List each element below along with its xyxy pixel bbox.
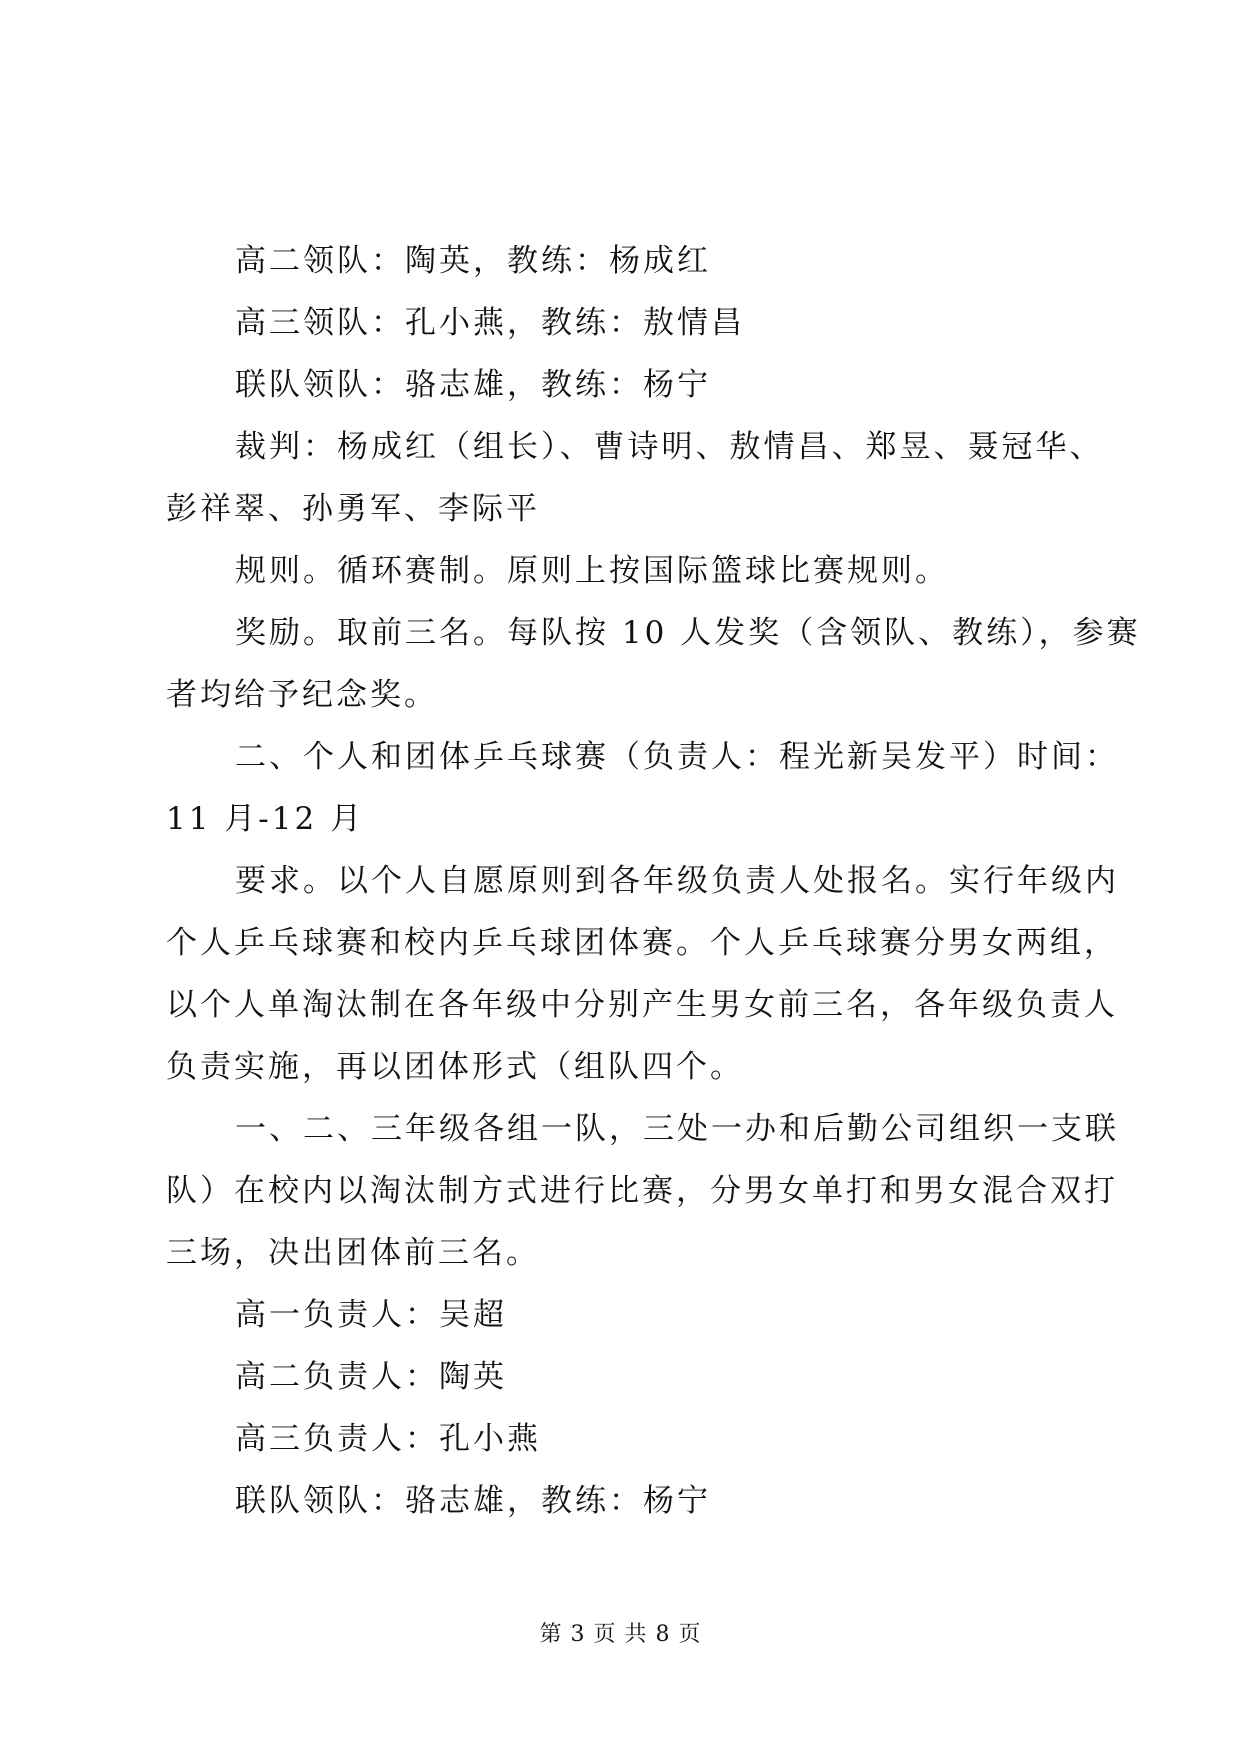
text-line: 彭祥翠、孙勇军、李际平 <box>166 491 540 527</box>
text-line: 高二负责人：陶英 <box>235 1359 507 1395</box>
text-line: 个人乒乓球赛和校内乒乓球团体赛。个人乒乓球赛分男女两组， <box>166 925 1118 961</box>
text-line: 高三负责人：孔小燕 <box>235 1421 541 1457</box>
text-line: 三场，决出团体前三名。 <box>166 1235 540 1271</box>
text-line: 二、个人和团体乒乓球赛（负责人：程光新吴发平）时间： <box>235 739 1119 775</box>
text-line: 高一负责人：吴超 <box>235 1297 507 1333</box>
text-line: 高二领队：陶英，教练：杨成红 <box>235 243 711 279</box>
text-line: 要求。以个人自愿原则到各年级负责人处报名。实行年级内 <box>235 863 1119 899</box>
text-line: 负责实施，再以团体形式（组队四个。 <box>166 1049 744 1085</box>
text-line: 一、二、三年级各组一队，三处一办和后勤公司组织一支联 <box>235 1111 1119 1147</box>
document-body <box>166 230 1141 1532</box>
text-line: 奖励。取前三名。每队按 10 人发奖（含领队、教练），参赛 <box>235 615 1141 651</box>
text-line: 联队领队：骆志雄，教练：杨宁 <box>235 1483 711 1519</box>
text-line: 队）在校内以淘汰制方式进行比赛，分男女单打和男女混合双打 <box>166 1173 1118 1209</box>
text-line: 高三领队：孔小燕，教练：敖情昌 <box>235 305 745 341</box>
text-line: 11 月-12 月 <box>166 801 365 837</box>
page-number-footer: 第 3 页 共 8 页 <box>539 1622 702 1647</box>
text-line: 者均给予纪念奖。 <box>166 677 438 713</box>
text-line: 以个人单淘汰制在各年级中分别产生男女前三名，各年级负责人 <box>166 987 1118 1023</box>
text-line: 规则。循环赛制。原则上按国际篮球比赛规则。 <box>235 553 949 589</box>
text-line: 联队领队：骆志雄，教练：杨宁 <box>235 367 711 403</box>
text-line: 裁判：杨成红（组长）、曹诗明、敖情昌、郑昱、聂冠华、 <box>235 429 1104 465</box>
